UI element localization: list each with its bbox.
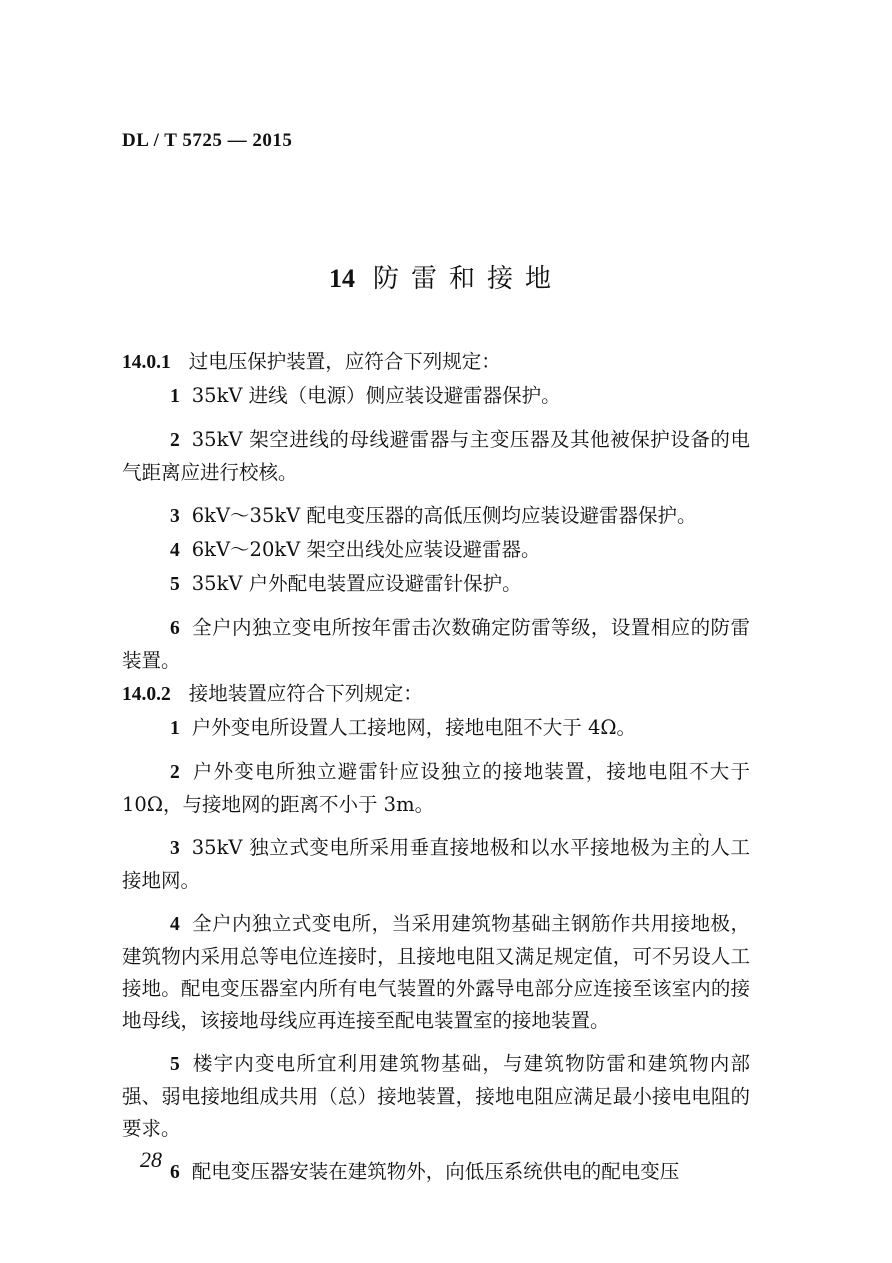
item-text: 配电变压器安装在建筑物外，向低压系统供电的配电变压 xyxy=(191,1160,680,1183)
item-number: 2 xyxy=(170,430,180,451)
document-body xyxy=(122,345,750,1189)
item-text: 6kV～35kV 配电变压器的高低压侧均应装设避雷器保护。 xyxy=(191,504,697,527)
clause-text: 接地装置应符合下列规定： xyxy=(188,682,423,705)
list-item xyxy=(122,500,750,533)
standard-code: DL / T 5725 — 2015 xyxy=(122,130,293,151)
item-number: 3 xyxy=(170,838,180,859)
item-text: 35kV 架空进线的母线避雷器与主变压器及其他被保护设备的电气距离应进行校核。 xyxy=(122,428,750,484)
item-text: 楼宇内变电所宜利用建筑物基础，与建筑物防雷和建筑物内部强、弱电接地组成共用（总）接地装置，接地电阻应满足最小接电电阻的要求。 xyxy=(122,1052,750,1140)
item-text: 户外变电所独立避雷针应设独立的接地装置，接地电阻不大于 10Ω，与接地网的距离不小于 3m。 xyxy=(122,760,750,816)
list-item xyxy=(122,908,750,1037)
list-item xyxy=(122,832,750,897)
item-number: 3 xyxy=(170,506,180,527)
item-number: 1 xyxy=(170,718,180,739)
clause-14-0-1 xyxy=(122,346,750,379)
list-item xyxy=(122,1048,750,1145)
item-text: 35kV 独立式变电所采用垂直接地极和以水平接地极为主的人工接地网。 xyxy=(122,836,750,892)
item-number: 5 xyxy=(170,574,180,595)
clause-number: 14.0.2 xyxy=(122,684,171,705)
clause-number: 14.0.1 xyxy=(122,352,171,373)
scan-speck: 、 xyxy=(698,824,711,838)
list-item xyxy=(122,568,750,601)
item-text: 35kV 进线（电源）侧应装设避雷器保护。 xyxy=(191,384,561,407)
list-item xyxy=(122,534,750,567)
item-number: 2 xyxy=(170,762,180,783)
clause-text: 过电压保护装置，应符合下列规定： xyxy=(188,350,501,373)
item-text: 全户内独立变电所按年雷击次数确定防雷等级，设置相应的防雷装置。 xyxy=(122,616,750,672)
item-text: 35kV 户外配电装置应设避雷针保护。 xyxy=(191,572,522,595)
list-item xyxy=(122,380,750,413)
clause-14-0-2 xyxy=(122,678,750,711)
item-number: 1 xyxy=(170,386,180,407)
chapter-number: 14 xyxy=(328,264,355,293)
chapter-title: 防雷和接地 xyxy=(372,264,563,294)
page-number: 28 xyxy=(140,1147,162,1172)
item-number: 6 xyxy=(170,1162,180,1183)
list-item xyxy=(122,612,750,677)
list-item xyxy=(122,712,750,745)
item-text: 户外变电所设置人工接地网，接地电阻不大于 4Ω。 xyxy=(191,716,637,739)
item-number: 4 xyxy=(170,914,180,935)
item-text: 6kV～20kV 架空出线处应装设避雷器。 xyxy=(191,538,541,561)
list-item xyxy=(122,1156,750,1189)
item-text: 全户内独立式变电所，当采用建筑物基础主钢筋作共用接地极，建筑物内采用总等电位连接时，且接地电阻又满足规定值，可不另设人工接地。配电变压器室内所有电气装置的外露导电部分应连接至该室内的接地母线，该接地母线应再连接至配电装置室的接地装置。 xyxy=(122,912,750,1032)
chapter-heading xyxy=(0,258,892,295)
item-number: 4 xyxy=(170,540,180,561)
item-number: 6 xyxy=(170,618,180,639)
item-number: 5 xyxy=(170,1054,180,1075)
list-item xyxy=(122,424,750,489)
list-item xyxy=(122,756,750,821)
